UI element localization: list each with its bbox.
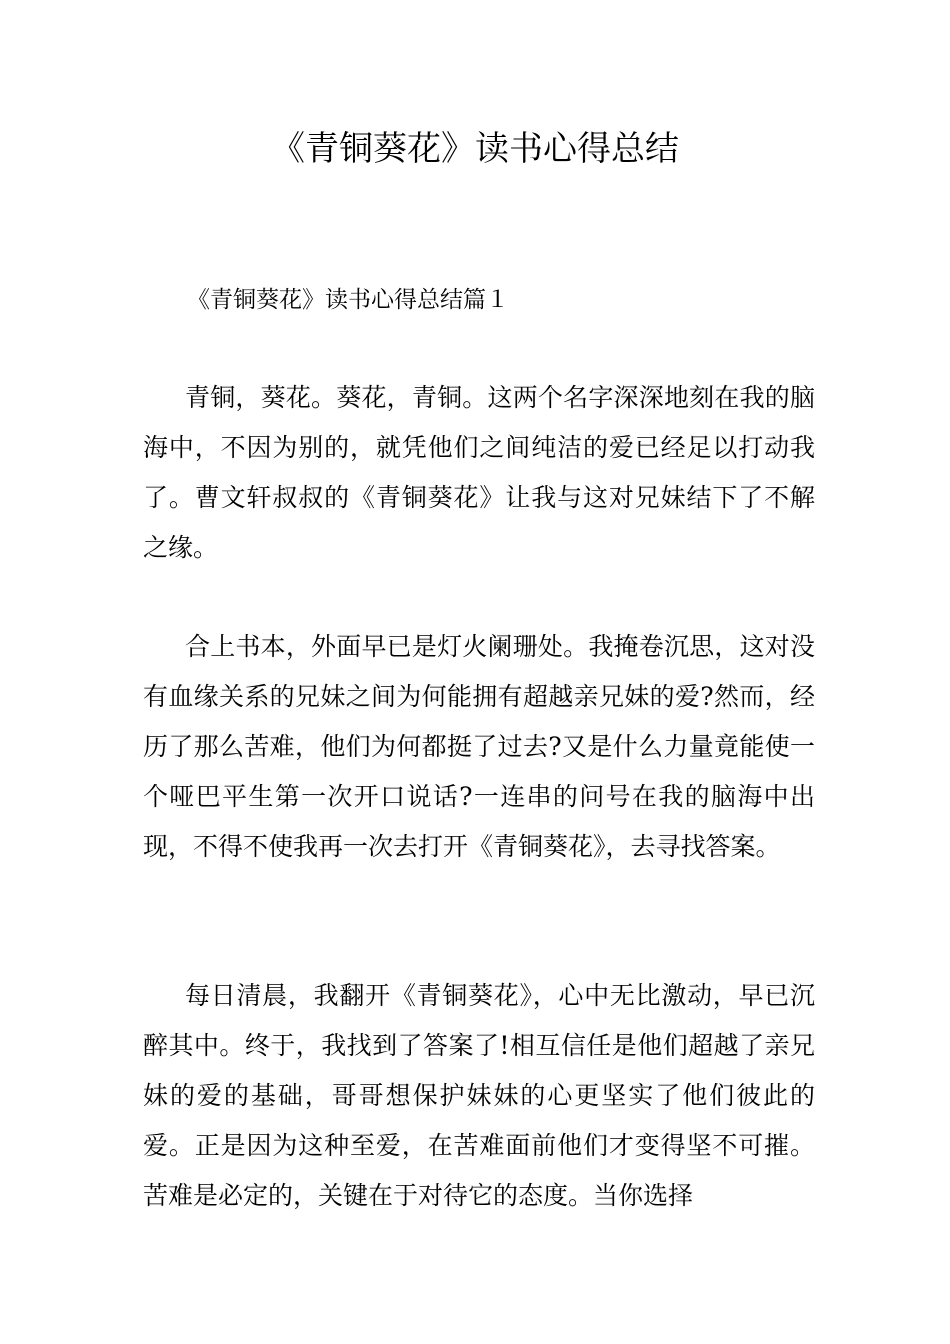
section-heading: 《青铜葵花》读书心得总结篇１ bbox=[187, 287, 509, 313]
paragraph-2: 合上书本，外面早已是灯火阑珊处。我掩卷沉思，这对没有血缘关系的兄妹之间为何能拥有超越亲兄妹的爱?然而，经历了那么苦难，他们为何都挺了过去?又是什么力量竟能使一个哑巴平生第一次开口说话?一连串的问号在我的脑海中出现，不得不使我再一次去打开《青铜葵花》，去寻找答案。 bbox=[143, 632, 815, 861]
document-title: 《青铜葵花》读书心得总结 bbox=[271, 129, 679, 169]
paragraph-3: 每日清晨，我翻开《青铜葵花》，心中无比激动，早已沉醉其中。终于，我找到了答案了!相互信任是他们超越了亲兄妹的爱的基础，哥哥想保护妹妹的心更坚实了他们彼此的爱。正是因为这种至爱，在苦难面前他们才变得坚不可摧。苦难是必定的，关键在于对待它的态度。当你选择 bbox=[143, 981, 815, 1210]
paragraph-1: 青铜，葵花。葵花，青铜。这两个名字深深地刻在我的脑海中，不因为别的，就凭他们之间纯洁的爱已经足以打动我了。曹文轩叔叔的《青铜葵花》让我与这对兄妹结下了不解之缘。 bbox=[143, 383, 815, 562]
